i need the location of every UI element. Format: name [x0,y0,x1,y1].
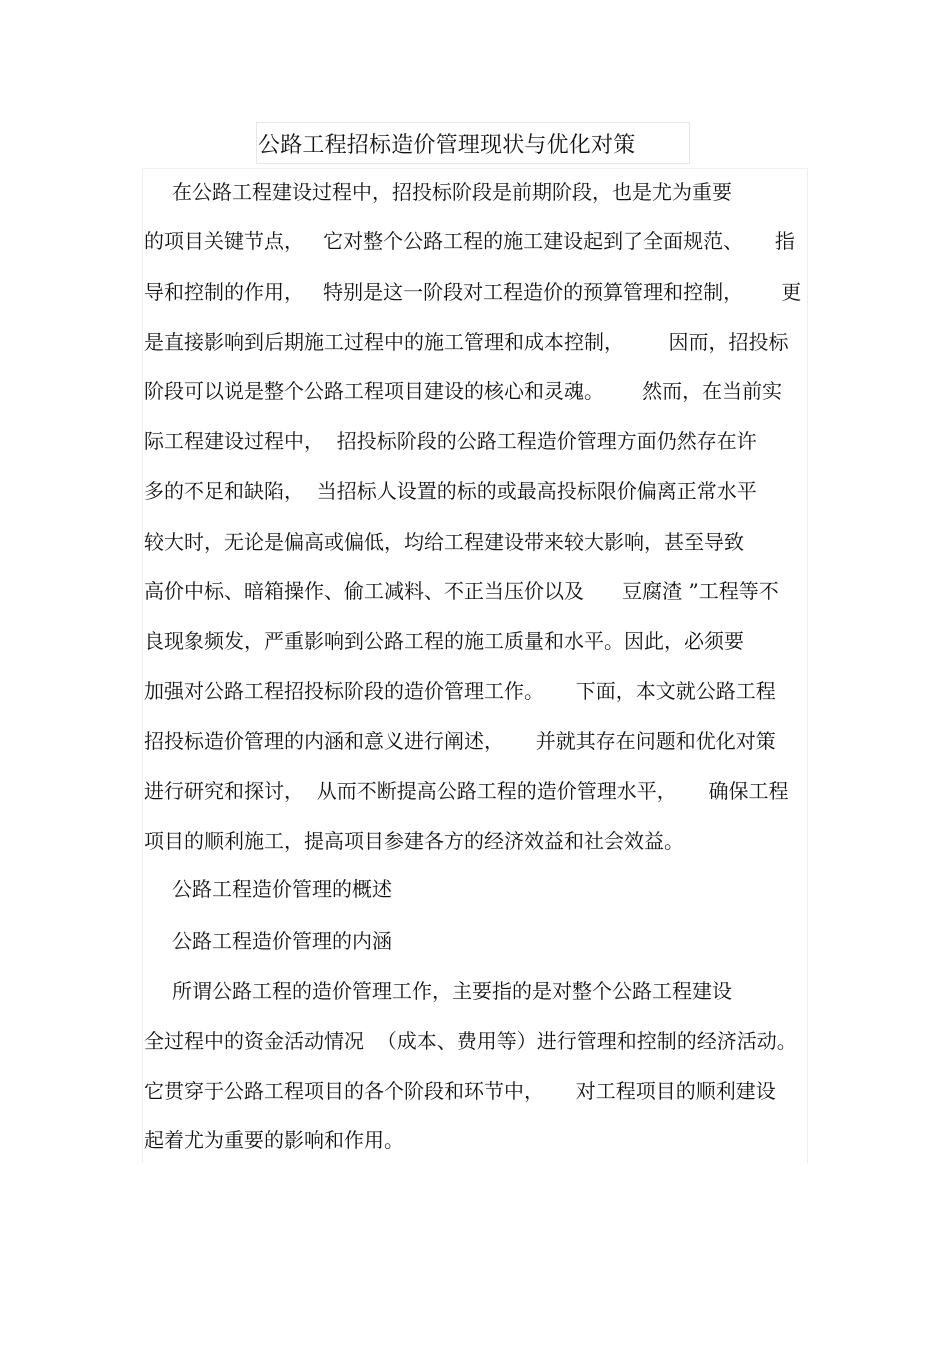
paragraph-line: 起着尤为重要的影响和作用。 [144,1128,404,1152]
body-text-frame [142,168,808,1163]
paragraph-line: 在公路工程建设过程中，招投标阶段是前期阶段，也是尤为重要 [172,180,732,204]
paragraph-line: 高价中标、暗箱操作、偷工减料、不正当压价以及 豆腐渣 ”工程等不 [144,579,779,603]
paragraph-line: 阶段可以说是整个公路工程项目建设的核心和灵魂。 然而，在当前实 [144,379,783,403]
paragraph-line: 全过程中的资金活动情况 （成本、费用等）进行管理和控制的经济活动。 [144,1029,797,1053]
paragraph-line: 的项目关键节点， 它对整个公路工程的施工建设起到了全面规范、 指 [144,229,795,253]
section-heading: 公路工程造价管理的概述 [172,877,392,901]
document-title: 公路工程招标造价管理现状与优化对策 [258,133,636,158]
paragraph-line: 项目的顺利施工，提高项目参建各方的经济效益和社会效益。 [144,829,684,853]
paragraph-line: 招投标造价管理的内涵和意义进行阐述， 并就其存在问题和优化对策 [144,729,776,753]
paragraph-line: 它贯穿于公路工程项目的各个阶段和环节中， 对工程项目的顺利建设 [144,1079,776,1103]
paragraph-line: 导和控制的作用， 特别是这一阶段对工程造价的预算管理和控制， 更 [144,280,802,304]
paragraph-line: 加强对公路工程招投标阶段的造价管理工作。 下面，本文就公路工程 [144,679,776,703]
paragraph-line: 良现象频发，严重影响到公路工程的施工质量和水平。因此，必须要 [144,629,744,653]
paragraph-line: 较大时，无论是偏高或偏低，均给工程建设带来较大影响，甚至导致 [144,530,744,554]
paragraph-line: 多的不足和缺陷， 当招标人设置的标的或最高投标限价偏离正常水平 [144,479,757,503]
paragraph-line: 际工程建设过程中， 招投标阶段的公路工程造价管理方面仍然存在许 [144,429,757,453]
paragraph-line: 所谓公路工程的造价管理工作，主要指的是对整个公路工程建设 [172,979,732,1003]
subsection-heading: 公路工程造价管理的内涵 [172,929,392,953]
paragraph-line: 是直接影响到后期施工过程中的施工管理和成本控制， 因而，招投标 [144,330,789,354]
paragraph-line: 进行研究和探讨， 从而不断提高公路工程的造价管理水平， 确保工程 [144,779,789,803]
